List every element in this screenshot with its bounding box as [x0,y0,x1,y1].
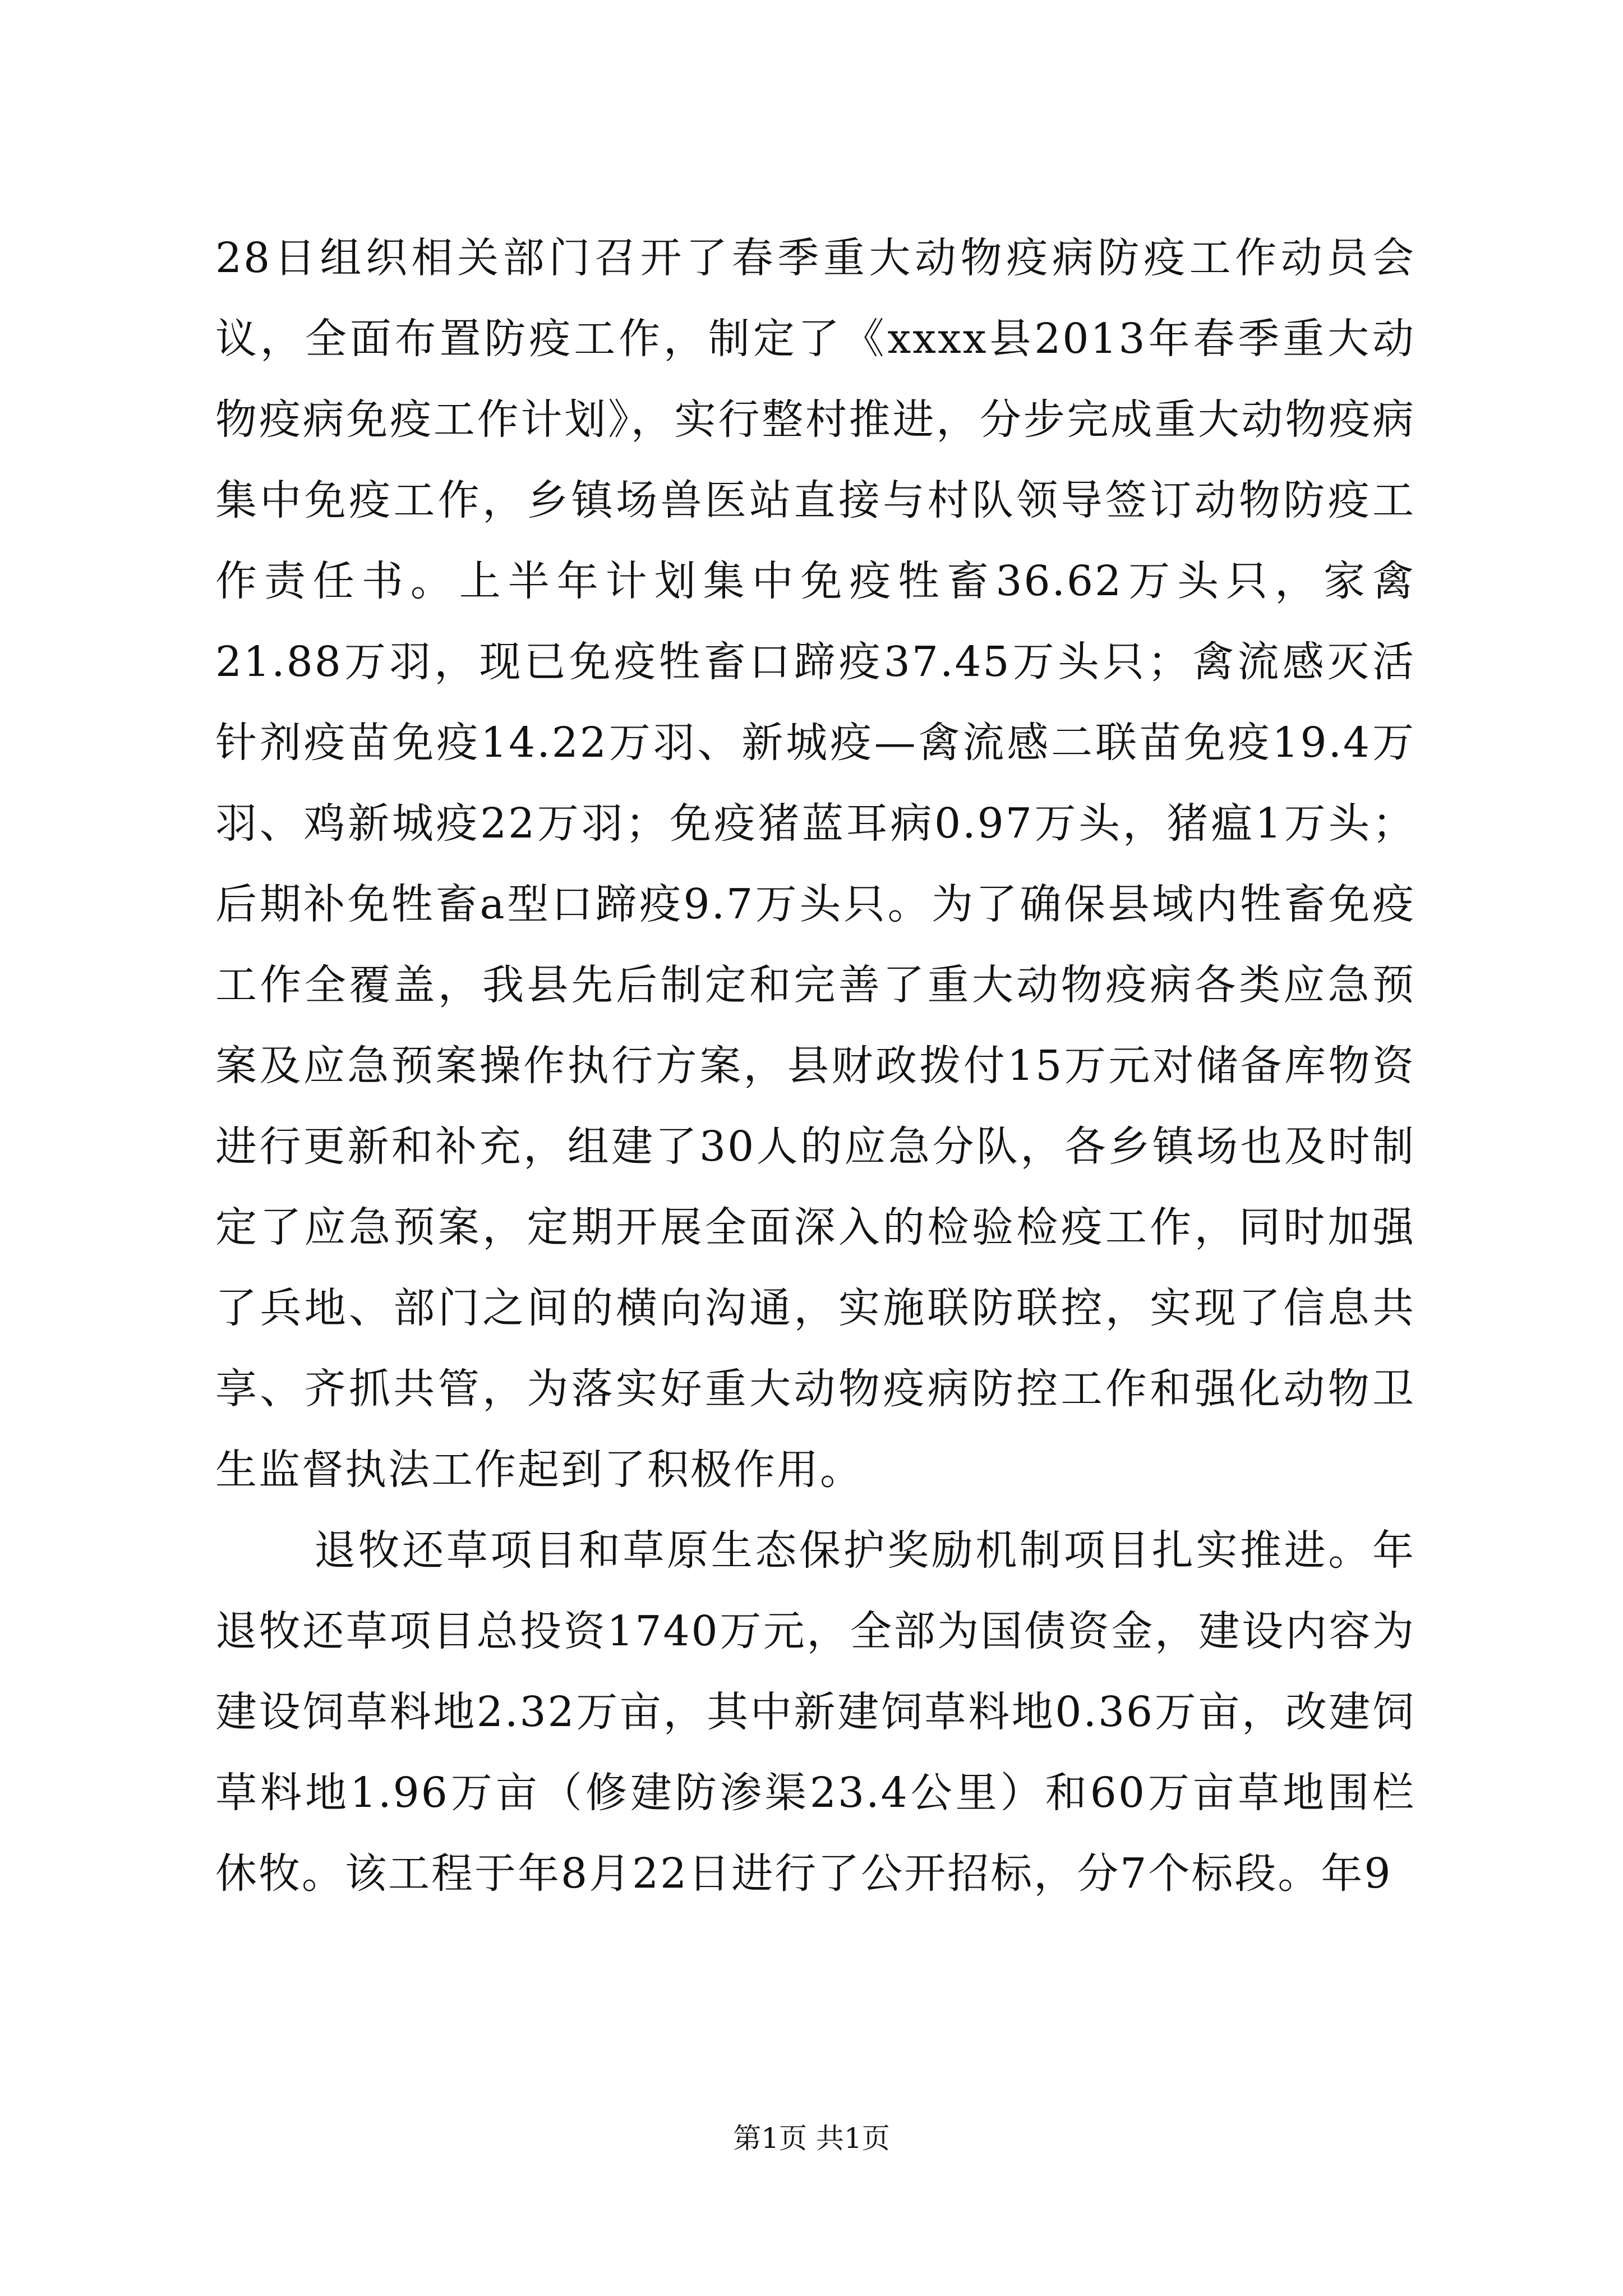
page-number-footer: 第1页 共1页 [733,2122,890,2155]
document-body [215,218,1415,1914]
paragraph-grassland-project: 退牧还草项目和草原生态保护奖励机制项目扎实推进。年退牧还草项目总投资1740万元，全部为国债资金，建设内容为建设饲草料地2.32万亩，其中新建饲草料地0.36万亩，改建饲草料地1.96万亩（修建防渗渠23.4公里）和60万亩草地围栏休牧。该工程于年8月22日进行了公开招标，分7个标段。年9 [215,1526,1415,1898]
paragraph-epidemic-prevention: 28日组织相关部门召开了春季重大动物疫病防疫工作动员会议，全面布置防疫工作，制定了《xxxx县2013年春季重大动物疫病免疫工作计划》，实行整村推进，分步完成重大动物疫病集中免疫工作，乡镇场兽医站直接与村队领导签订动物防疫工作责任书。上半年计划集中免疫牲畜36.62万头只，家禽21.88万羽，现已免疫牲畜口蹄疫37.45万头只；禽流感灭活针剂疫苗免疫14.22万羽、新城疫—禽流感二联苗免疫19.4万羽、鸡新城疫22万羽；免疫猪蓝耳病0.97万头，猪瘟1万头；后期补免牲畜a型口蹄疫9.7万头只。为了确保县域内牲畜免疫工作全覆盖，我县先后制定和完善了重大动物疫病各类应急预案及应急预案操作执行方案，县财政拨付15万元对储备库物资进行更新和补充，组建了30人的应急分队，各乡镇场也及时制定了应急预案，定期开展全面深入的检验检疫工作，同时加强了兵地、部门之间的横向沟通，实施联防联控，实现了信息共享、齐抓共管，为落实好重大动物疫病防控工作和强化动物卫生监督执法工作起到了积极作用。 [215,234,1415,1494]
